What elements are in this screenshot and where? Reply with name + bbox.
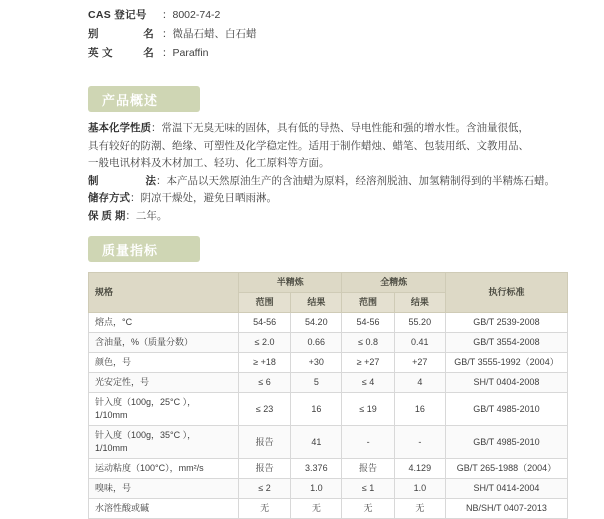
table-row <box>89 459 568 479</box>
cell-semi-result: 41 <box>291 426 342 459</box>
cell-item: 水溶性酸或碱 <box>89 499 239 519</box>
cell-full-range: ≤ 4 <box>342 373 394 393</box>
cell-item-line1: 针入度（100g，35°C ）， <box>95 430 197 440</box>
header-spec-item: 规格 <box>89 273 239 313</box>
cell-standard: GB/T 3554-2008 <box>446 333 568 353</box>
overview-key-shelf-life: 保 质 期 <box>88 209 126 222</box>
cell-semi-range: 报告 <box>239 459 291 479</box>
cell-semi-range: ≤ 2 <box>239 479 291 499</box>
cell-semi-result: 无 <box>291 499 342 519</box>
meta-label-alias-part2: 名 <box>143 28 154 40</box>
cell-semi-range: ≤ 6 <box>239 373 291 393</box>
cell-item-line2: 1/10mm <box>95 443 128 453</box>
meta-label-english-part2: 名 <box>143 47 154 59</box>
meta-value-cas: 8002-74-2 <box>172 9 221 21</box>
quality-spec-table <box>88 272 568 519</box>
cell-semi-result: +30 <box>291 353 342 373</box>
cell-full-result: +27 <box>394 353 445 373</box>
overview-row-properties <box>88 120 560 138</box>
meta-label-alias <box>88 25 162 44</box>
cell-standard: GB/T 2539-2008 <box>446 313 568 333</box>
cell-semi-result: 1.0 <box>291 479 342 499</box>
cell-standard: SH/T 0404-2008 <box>446 373 568 393</box>
table-row <box>89 313 568 333</box>
product-meta-block <box>88 6 568 63</box>
cell-item-line2: 1/10mm <box>95 410 128 420</box>
quality-table-body <box>89 313 568 519</box>
cell-full-result: 4 <box>394 373 445 393</box>
cell-semi-result: 5 <box>291 373 342 393</box>
cell-full-result: 0.41 <box>394 333 445 353</box>
overview-sep-method: ： <box>156 174 167 187</box>
cell-full-range: ≤ 0.8 <box>342 333 394 353</box>
overview-key-method-part1: 制 <box>88 174 99 187</box>
cell-semi-range: 54-56 <box>239 313 291 333</box>
cell-standard: GB/T 4985-2010 <box>446 426 568 459</box>
section-heading-overview-label: 产品概述 <box>102 92 159 108</box>
overview-row-shelf-life <box>88 208 560 226</box>
header-fully-refined: 全精炼 <box>342 273 446 293</box>
overview-sep-shelf-life: ： <box>125 209 136 222</box>
section-heading-quality-label: 质量指标 <box>102 242 159 258</box>
cell-full-range: 无 <box>342 499 394 519</box>
meta-value-alias: 微晶石蜡、白石蜡 <box>172 28 257 40</box>
cell-full-result: - <box>394 426 445 459</box>
header-full-range: 范围 <box>342 293 394 313</box>
overview-key-method-part2: 法 <box>145 174 156 187</box>
table-row <box>89 426 568 459</box>
overview-text-properties-cont2: 一般电讯材料及木材加工、轻功、化工原料等方面。 <box>88 157 330 169</box>
cell-full-range: 54-56 <box>342 313 394 333</box>
cell-item: 嗅味，号 <box>89 479 239 499</box>
overview-text-properties-cont1: 具有较好的防潮、绝缘、可塑性及化学稳定性。适用于制作蜡烛、蜡笔、包装用纸、文教用品、 <box>88 139 529 152</box>
table-row <box>89 333 568 353</box>
meta-sep-alias: ： <box>162 28 173 40</box>
table-row <box>89 479 568 499</box>
cell-semi-result: 54.20 <box>291 313 342 333</box>
cell-full-result: 4.129 <box>394 459 445 479</box>
meta-row-english-name <box>88 44 568 63</box>
header-semi-result: 结果 <box>291 293 342 313</box>
table-header-group-row <box>89 273 568 293</box>
cell-semi-result: 0.66 <box>291 333 342 353</box>
cell-full-result: 1.0 <box>394 479 445 499</box>
cell-semi-range: 报告 <box>239 426 291 459</box>
overview-key-storage: 储存方式 <box>88 192 130 204</box>
cell-full-result: 16 <box>394 393 445 426</box>
cell-semi-result: 3.376 <box>291 459 342 479</box>
overview-text-method: 本产品以天然原油生产的含油蜡为原料，经溶剂脱油、加氢精制得到的半精炼石蜡。 <box>166 174 555 187</box>
meta-row-cas <box>88 6 568 25</box>
cell-item: 光安定性，号 <box>89 373 239 393</box>
overview-key-properties: 基本化学性质 <box>88 122 151 134</box>
quality-table-wrapper <box>88 272 568 519</box>
table-row <box>89 393 568 426</box>
cell-semi-result: 16 <box>291 393 342 426</box>
cell-standard: GB/T 3555-1992（2004） <box>446 353 568 373</box>
meta-sep-cas: ： <box>162 9 173 21</box>
section-heading-quality <box>88 236 200 262</box>
meta-row-alias <box>88 25 568 44</box>
quality-table-head <box>89 273 568 313</box>
cell-item <box>89 426 239 459</box>
overview-row-storage <box>88 190 560 208</box>
table-row <box>89 353 568 373</box>
overview-text-shelf-life: 二年。 <box>135 209 168 222</box>
cell-standard: GB/T 265-1988（2004） <box>446 459 568 479</box>
cell-semi-range: ≤ 2.0 <box>239 333 291 353</box>
cell-item-line1: 针入度（100g，25°C ）， <box>95 397 197 407</box>
meta-label-alias-part1: 别 <box>88 28 99 40</box>
overview-sep-properties: ： <box>151 122 162 134</box>
cell-standard: SH/T 0414-2004 <box>446 479 568 499</box>
overview-body <box>88 120 560 225</box>
overview-text-storage: 阴凉干燥处，避免日晒雨淋。 <box>140 192 277 204</box>
cell-semi-range: ≤ 23 <box>239 393 291 426</box>
cell-full-range: 报告 <box>342 459 394 479</box>
meta-label-english-part1: 英 文 <box>88 47 113 59</box>
cell-full-result: 55.20 <box>394 313 445 333</box>
overview-text-properties: 常温下无臭无味的固体，具有低的导热、导电性能和强的增水性。含油量很低， <box>161 122 529 134</box>
cell-item: 熔点，°C <box>89 313 239 333</box>
meta-value-english-name: Paraffin <box>172 47 209 59</box>
cell-item: 颜色，号 <box>89 353 239 373</box>
table-row <box>89 373 568 393</box>
section-heading-overview <box>88 86 200 112</box>
header-semi-refined: 半精炼 <box>239 273 342 293</box>
cell-full-result: 无 <box>394 499 445 519</box>
cell-full-range: ≤ 1 <box>342 479 394 499</box>
overview-key-method <box>88 173 156 191</box>
header-semi-range: 范围 <box>239 293 291 313</box>
cell-full-range: ≤ 19 <box>342 393 394 426</box>
header-standard: 执行标准 <box>446 273 568 313</box>
cell-full-range: ≥ +27 <box>342 353 394 373</box>
cell-standard: GB/T 4985-2010 <box>446 393 568 426</box>
cell-full-range: - <box>342 426 394 459</box>
cell-semi-range: ≥ +18 <box>239 353 291 373</box>
meta-label-english-name <box>88 44 162 63</box>
table-row <box>89 499 568 519</box>
meta-sep-english-name: ： <box>162 47 173 59</box>
cell-item <box>89 393 239 426</box>
cell-standard: NB/SH/T 0407-2013 <box>446 499 568 519</box>
cell-item: 含油量，%（质量分数） <box>89 333 239 353</box>
header-full-result: 结果 <box>394 293 445 313</box>
meta-label-cas: CAS 登记号 <box>88 9 147 21</box>
cell-semi-range: 无 <box>239 499 291 519</box>
overview-row-method <box>88 173 560 191</box>
overview-sep-storage: ： <box>130 192 141 204</box>
cell-item: 运动粘度（100°C），mm²/s <box>89 459 239 479</box>
